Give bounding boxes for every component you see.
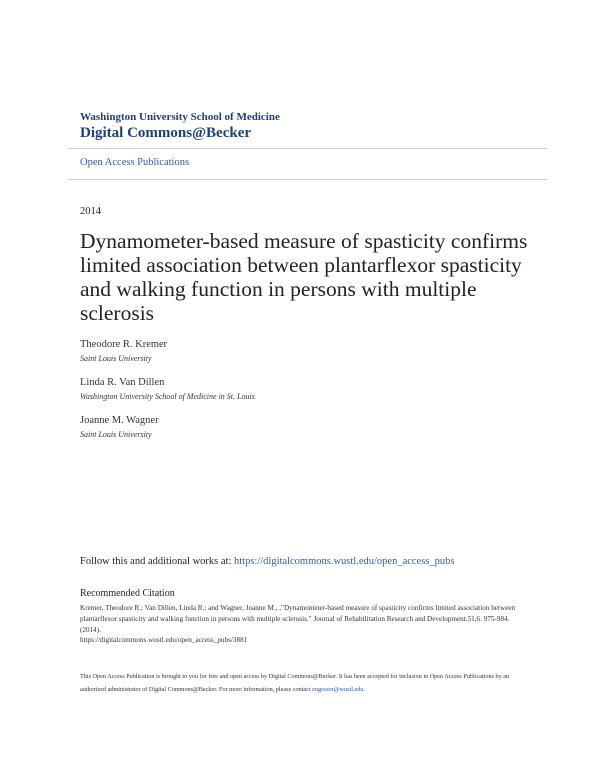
notice-end: . (363, 685, 365, 693)
author-entry (80, 376, 255, 402)
author-affiliation: Saint Louis University (80, 430, 152, 439)
institution-name[interactable]: Washington University School of Medicine (80, 111, 280, 123)
contact-email-link[interactable]: engeszer@wustl.edu (312, 685, 364, 693)
follow-text: Follow this and additional works at: (80, 556, 232, 567)
divider-bottom (67, 179, 547, 180)
author-entry (80, 414, 159, 440)
author-affiliation: Washington University School of Medicine in St. Louis (80, 392, 255, 401)
author-name[interactable]: Linda R. Van Dillen (80, 377, 165, 388)
divider-top (67, 148, 547, 149)
citation-url[interactable]: https://digitalcommons.wustl.edu/open_access_pubs/3881 (80, 636, 248, 645)
citation-block (80, 603, 528, 646)
institution-header (80, 111, 280, 142)
author-entry (80, 338, 167, 364)
author-affiliation: Saint Louis University (80, 354, 152, 363)
collection-link[interactable]: https://digitalcommons.wustl.edu/open_access_pubs (234, 556, 455, 567)
citation-text: Kremer, Theodore R.; Van Dillen, Linda R.; and Wagner, Joanne M., ,"Dynamometer-based measure of spasticity confirms limited association between plantarflexor spasticity and walking function in persons with multiple sclerosis." Journal of Rehabilitation Research and Development.51,6. 975-984. (2014). (80, 604, 516, 634)
article-title[interactable]: Dynamometer-based measure of spasticity confirms limited association between plantarflexor spasticity and walking function in persons with multiple sclerosis (80, 229, 528, 325)
notice-text: This Open Access Publication is brought to you for free and open access by Digital Commons@Becker. It has been accepted for inclusion in Open Access Publications by an authorized administrator of Digital Commons@Becker. For more information, please contact (80, 673, 510, 693)
author-name[interactable]: Joanne M. Wagner (80, 415, 159, 426)
follow-line (80, 556, 454, 567)
repository-name[interactable]: Digital Commons@Becker (80, 125, 252, 141)
access-notice (80, 671, 528, 696)
recommended-citation-heading: Recommended Citation (80, 588, 175, 599)
author-name[interactable]: Theodore R. Kremer (80, 339, 168, 350)
series-link[interactable]: Open Access Publications (80, 157, 190, 168)
publication-year: 2014 (80, 206, 101, 217)
